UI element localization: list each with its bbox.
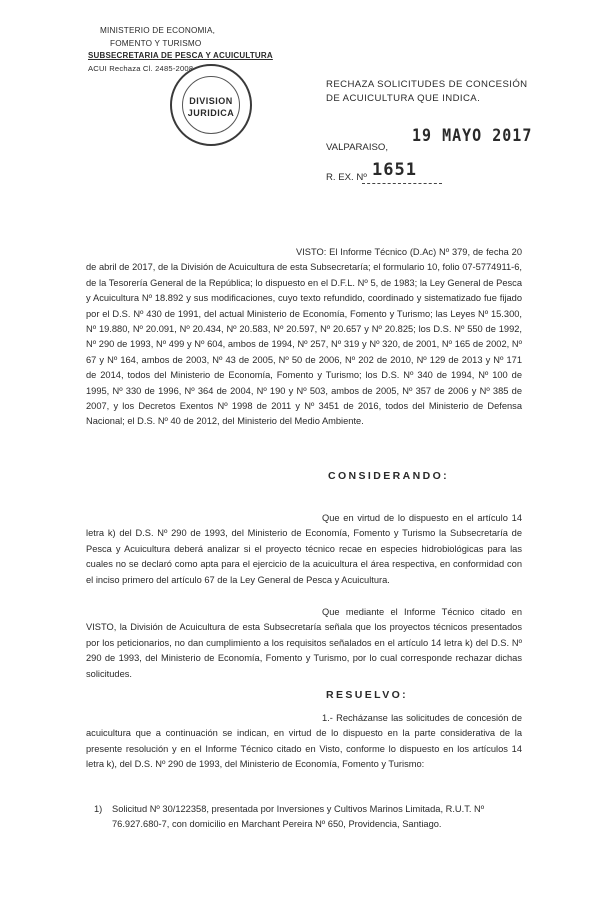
header-ministry: MINISTERIO DE ECONOMIA, bbox=[100, 26, 216, 35]
resolution-date-stamp: 19 MAYO 2017 bbox=[412, 124, 533, 146]
resuelvo-heading: RESUELVO: bbox=[326, 689, 409, 701]
resolution-number-label: R. EX. Nº bbox=[326, 172, 367, 183]
stamp-text-division: DIVISION bbox=[189, 96, 233, 106]
resolution-title: RECHAZA SOLICITUDES DE CONCESIÓN DE ACUICULTURA QUE INDICA. bbox=[326, 79, 528, 104]
considerando-heading: CONSIDERANDO: bbox=[328, 470, 450, 482]
visto-paragraph: VISTO: El Informe Técnico (D.Ac) Nº 379, de fecha 20 de abril de 2017, de la División de Acuicultura de esta Subsecretaría; el formulario 10, folio 07-5774911-6, de la Tesorería General de la República; lo dispuesto en el D.F.L. Nº 5, de 1983; la Ley General de Pesca y Acuicultura Nº 18.892 y sus modificaciones, cuyo texto refundido, coordinado y sistematizado fue fijado por el D.S. Nº 430 de 1991, del actual Ministerio de Economía, Fomento y Turismo; las Leyes Nº 15.300, Nº 19.880, Nº 20.091, Nº 20.434, Nº 20.583, Nº 20.597, Nº 20.657 y Nº 20.825; los D.S. Nº 550 de 1992, Nº 290 de 1993, Nº 499 y Nº 604, ambos de 1994, Nº 257, Nº 319 y Nº 320, de 2001, Nº 165 de 2002, Nº 67 y Nº 164, ambos de 2003, Nº 43 de 2005, Nº 50 de 2006, Nº 202 de 2010, Nº 129 de 2013 y Nº 171 de 2014, todos del Ministerio de Economía, Fomento y Turismo; los D.S. Nº 340 de 1994, Nº 100 de 1995, Nº 330 de 1996, Nº 364 de 2004, Nº 190 y Nº 503, ambos de 2005, Nº 357 de 2006 y Nº 385 de 2007, y los Decretos Exentos Nº 1998 de 2011 y Nº 3451 de 2016, todos del Ministerio de Defensa Nacional; el D.S. Nº 40 de 2012, del Ministerio del Medio Ambiente. bbox=[86, 247, 522, 427]
division-juridica-stamp bbox=[170, 64, 252, 146]
header-ministry-sub: FOMENTO Y TURISMO bbox=[110, 39, 202, 48]
resolution-number: 1651 bbox=[372, 160, 417, 180]
resolution-place: VALPARAISO, bbox=[326, 142, 389, 153]
considerando-paragraph-2: Que mediante el Informe Técnico citado en VISTO, la División de Acuicultura de esta Subsecretaría señala que los proyectos técnicos presentados por los peticionarios, no dan cumplimiento a los requisitos señalados en el artículo 14 letra k) del D.S. Nº 290 de 1993, del Ministerio de Economía, Fomento y Turismo, por lo cual corresponde rechazar dichas solicitudes. bbox=[86, 607, 522, 679]
resolution-number-underline bbox=[362, 183, 442, 184]
considerando-paragraph-1: Que en virtud de lo dispuesto en el artículo 14 letra k) del D.S. Nº 290 de 1993, del Ministerio de Economía, Fomento y Turismo la Subsecretaría de Pesca y Acuicultura deberá analizar si el proyecto técnico recae en especies hidrobiológicas para las cuales no se declaró como apta para el ejercicio de la acuicultura el área respectiva, en conformidad con el inciso primero del artículo 67 de la Ley General de Pesca y Acuicultura. bbox=[86, 513, 522, 585]
header-reference: ACUI Rechaza Cl. 2485-2008 bbox=[88, 64, 194, 73]
header-subsecretaria: SUBSECRETARIA DE PESCA Y ACUICULTURA bbox=[88, 51, 273, 60]
list-item-number: 1) bbox=[94, 804, 103, 814]
resuelvo-paragraph-1: 1.- Recházanse las solicitudes de concesión de acuicultura que a continuación se indican, en virtud de lo dispuesto en la parte considerativa de la presente resolución y en el Informe Técnico citado en Visto, conforme lo dispuesto en los artículos 14 letra k), del D.S. Nº 290 de 1993, del Ministerio de Economía, Fomento y Turismo: bbox=[86, 713, 522, 770]
list-item-text: Solicitud Nº 30/122358, presentada por Inversiones y Cultivos Marinos Limitada, R.U.T. Nº 76.927.680-7, con domicilio en Marchant Pereira Nº 650, Providencia, Santiago. bbox=[112, 804, 485, 830]
stamp-text-juridica: JURIDICA bbox=[187, 108, 235, 118]
